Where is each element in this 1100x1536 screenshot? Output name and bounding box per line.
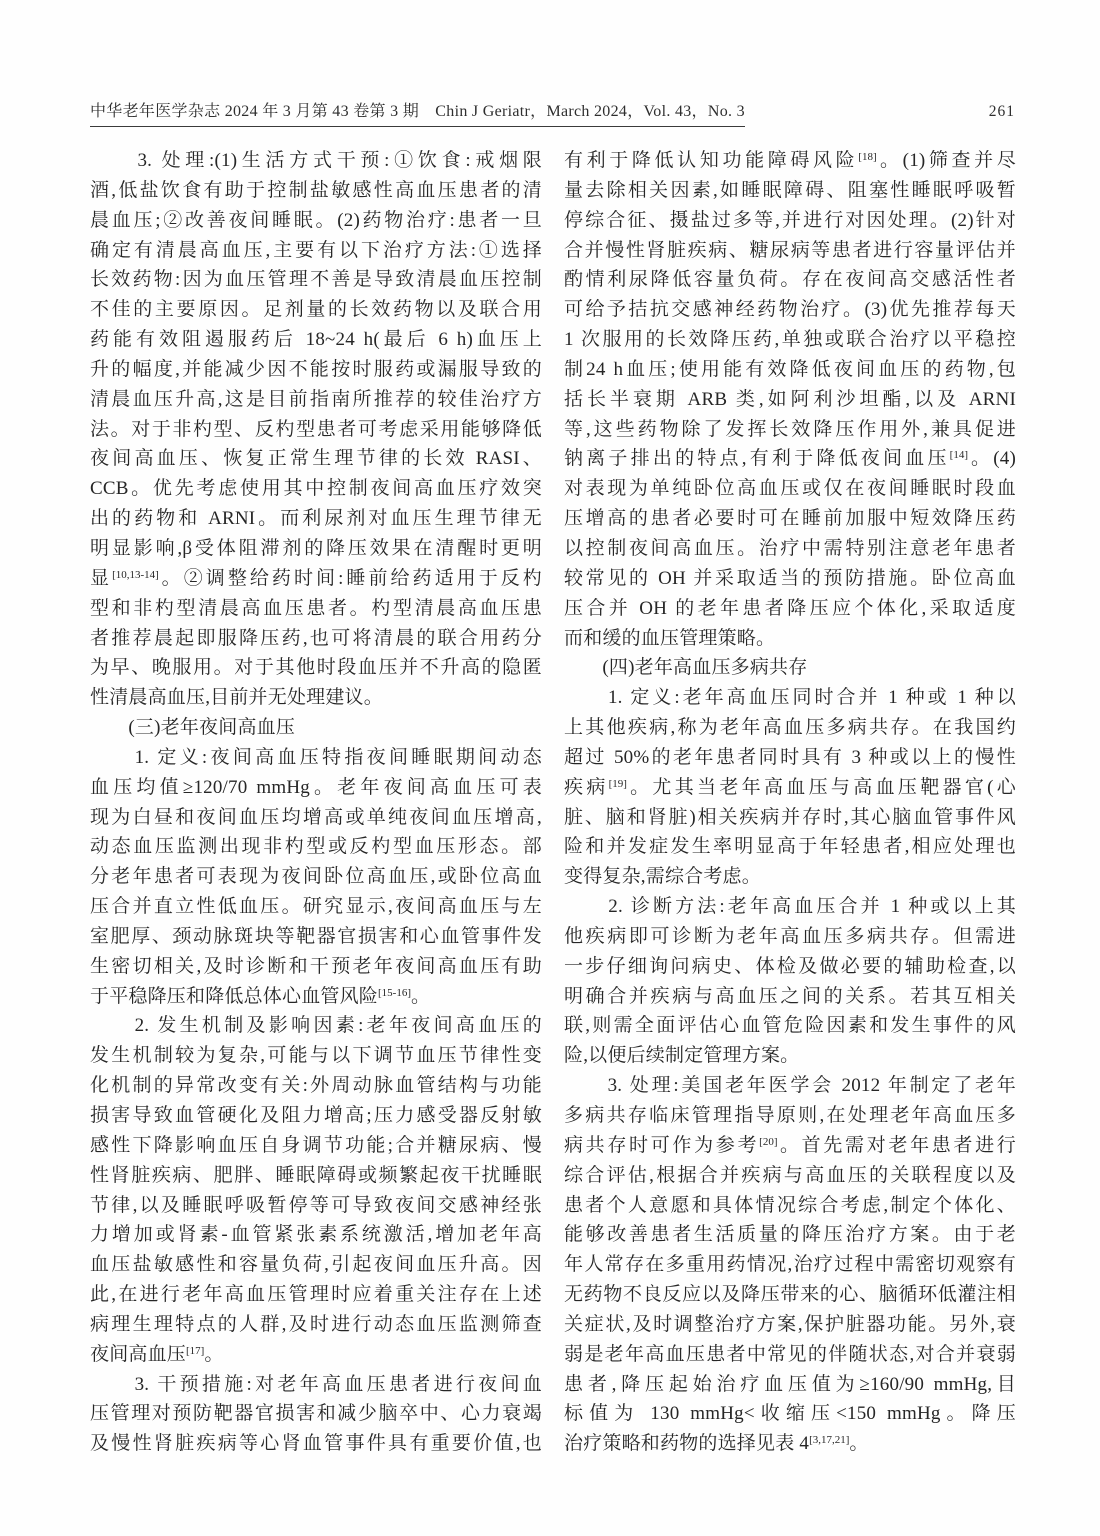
text-line: 以控制夜间高血压。治疗中需特别注意老年患者 [564, 537, 1016, 559]
text-line: 性清晨高血压,目前并无处理建议。 [90, 687, 383, 709]
text-line: 不佳的主要原因。足剂量的长效药物以及联合用 [90, 299, 542, 321]
text-line: 生密切相关,及时诊断和干预老年夜间高血压有助 [90, 955, 542, 977]
text-line: 力增加或肾素-血管紧张素系统激活,增加老年高 [90, 1224, 542, 1246]
text-line: 1. 定义:夜间高血压特指夜间睡眠期间动态 [90, 746, 542, 768]
right-text-column [564, 146, 1016, 1459]
text-line: 脏、脑和肾脏)相关疾病并存时,其心脑血管事件风 [564, 806, 1016, 828]
text-line: 显[10,13-14]。②调整给药时间:睡前给药适用于反杓 [90, 567, 542, 589]
text-line: 化机制的异常改变有关:外周动脉血管结构与功能 [90, 1075, 542, 1097]
text-line: 性肾脏疾病、肥胖、睡眠障碍或频繁起夜干扰睡眠 [90, 1164, 542, 1186]
text-line: 动态血压监测出现非杓型或反杓型血压形态。部 [90, 836, 542, 858]
citation-superscript: [19] [608, 777, 627, 790]
text-line: 压增高的患者必要时可在睡前加服中短效降压药 [564, 508, 1016, 530]
text-line: 关症状,及时调整治疗方案,保护脏器功能。另外,衰 [564, 1313, 1016, 1335]
text-line: (四)老年高血压多病共存 [564, 657, 808, 679]
text-line: 年人常存在多重用药情况,治疗过程中需密切观察有 [564, 1254, 1016, 1276]
text-line: 于平稳降压和降低总体心血管风险[15-16]。 [90, 985, 431, 1007]
text-line: 综合评估,根据合并疾病与高血压的关联程度以及 [564, 1164, 1016, 1186]
text-line: 3. 处理:美国老年医学会 2012 年制定了老年 [564, 1075, 1016, 1097]
text-line: 超过 50%的老年患者同时具有 3 种或以上的慢性 [564, 746, 1016, 768]
text-line: 血压均值≥120/70 mmHg。老年夜间高血压可表 [90, 776, 542, 798]
text-line: 标值为 130 mmHg<收缩压<150 mmHg。降压 [564, 1403, 1016, 1425]
text-line: 晨血压;②改善夜间睡眠。(2)药物治疗:患者一旦 [90, 209, 542, 231]
text-line: 险,以便后续制定管理方案。 [564, 1045, 800, 1067]
journal-header-line: 中华老年医学杂志 2024 年 3 月第 43 卷第 3 期 Chin J Geriatr，March 2024，Vol. 43，No. 3 [90, 98, 745, 127]
text-line: 患者个人意愿和具体情况综合考虑,制定个体化、 [564, 1194, 1016, 1216]
text-line: 发生机制较为复杂,可能与以下调节血压节律性变 [90, 1045, 542, 1067]
text-line: 明确合并疾病与高血压之间的关系。若其互相关 [564, 985, 1016, 1007]
text-line: 括长半衰期 ARB 类,如阿利沙坦酯,以及 ARNI [564, 388, 1016, 410]
text-line: 室肥厚、颈动脉斑块等靶器官损害和心血管事件发 [90, 925, 542, 947]
citation-superscript: [10,13-14] [112, 568, 159, 581]
text-line: 较常见的 OH 并采取适当的预防措施。卧位高血 [564, 567, 1016, 589]
text-line: 感性下降影响血压自身调节功能;合并糖尿病、慢 [90, 1134, 542, 1156]
text-line: 节律,以及睡眠呼吸暂停等可导致夜间交感神经张 [90, 1194, 542, 1216]
text-line: 钠离子排出的特点,有利于降低夜间血压[14]。(4) [564, 448, 1016, 470]
text-line: 联,则需全面评估心血管危险因素和发生事件的风 [564, 1015, 1016, 1037]
text-line: (三)老年夜间高血压 [90, 717, 296, 739]
text-line: 确定有清晨高血压,主要有以下治疗方法:①选择 [90, 239, 542, 261]
page-number: 261 [988, 103, 1015, 120]
text-line: 酒,低盐饮食有助于控制盐敏感性高血压患者的清 [90, 179, 542, 201]
text-line: 2. 发生机制及影响因素:老年夜间高血压的 [90, 1015, 542, 1037]
citation-superscript: [17] [186, 1344, 205, 1357]
text-line: 压合并直立性低血压。研究显示,夜间高血压与左 [90, 896, 542, 918]
text-line: 明显影响,β受体阻滞剂的降压效果在清醒时更明 [90, 537, 542, 559]
text-line: 型和非杓型清晨高血压患者。杓型清晨高血压患 [90, 597, 542, 619]
text-line: 压管理对预防靶器官损害和减少脑卒中、心力衰竭 [90, 1403, 542, 1425]
text-line: 对表现为单纯卧位高血压或仅在夜间睡眠时段血 [564, 478, 1016, 500]
text-line: 此,在进行老年高血压管理时应着重关注存在上述 [90, 1284, 542, 1306]
text-line: 升的幅度,并能减少因不能按时服药或漏服导致的 [90, 358, 542, 380]
text-line: 出的药物和 ARNI。而利尿剂对血压生理节律无 [90, 508, 542, 530]
text-line: 压合并 OH 的老年患者降压应个体化,采取适度 [564, 597, 1016, 619]
text-line: 合并慢性肾脏疾病、糖尿病等患者进行容量评估并 [564, 239, 1016, 261]
text-line: 险和并发症发生率明显高于年轻患者,相应处理也 [564, 836, 1016, 858]
text-line: 量去除相关因素,如睡眠障碍、阻塞性睡眠呼吸暂 [564, 179, 1016, 201]
text-line: 停综合征、摄盐过多等,并进行对因处理。(2)针对 [564, 209, 1016, 231]
text-line: 疾病[19]。尤其当老年高血压与高血压靶器官(心 [564, 776, 1016, 798]
text-line: 1. 定义:老年高血压同时合并 1 种或 1 种以 [564, 687, 1016, 709]
text-line: 2. 诊断方法:老年高血压合并 1 种或以上其 [564, 896, 1016, 918]
text-line: 药能有效阻遏服药后 18~24 h(最后 6 h)血压上 [90, 329, 542, 351]
text-line: 长效药物:因为血压管理不善是导致清晨血压控制 [90, 269, 542, 291]
text-line: 及慢性肾脏疾病等心肾血管事件具有重要价值,也 [90, 1433, 542, 1455]
citation-superscript: [3,17,21] [809, 1434, 850, 1447]
citation-superscript: [20] [759, 1135, 778, 1148]
text-line: 3. 处理:(1)生活方式干预:①饮食:戒烟限 [90, 150, 542, 171]
text-line: 夜间高血压[17]。 [90, 1343, 224, 1365]
text-line: 1 次服用的长效降压药,单独或联合治疗以平稳控 [564, 329, 1016, 351]
text-line: 能够改善患者生活质量的降压治疗方案。由于老 [564, 1224, 1016, 1246]
text-line: 现为白昼和夜间血压均增高或单纯夜间血压增高, [90, 806, 542, 828]
text-line: 患者,降压起始治疗血压值为≥160/90 mmHg,目 [564, 1373, 1016, 1395]
text-line: 法。对于非杓型、反杓型患者可考虑采用能够降低 [90, 418, 542, 440]
text-line: CCB。优先考虑使用其中控制夜间高血压疗效突 [90, 478, 542, 500]
citation-superscript: [18] [858, 151, 877, 163]
text-line: 病共存时可作为参考[20]。首先需对老年患者进行 [564, 1134, 1016, 1156]
text-line: 者推荐晨起即服降压药,也可将清晨的联合用药分 [90, 627, 542, 649]
text-line: 无药物不良反应以及降压带来的心、脑循环低灌注相 [564, 1284, 1016, 1306]
text-line: 变得复杂,需综合考虑。 [564, 866, 761, 888]
text-line: 制24 h血压;使用能有效降低夜间血压的药物,包 [564, 358, 1016, 380]
citation-superscript: [15-16] [378, 986, 412, 999]
text-line: 血压盐敏感性和容量负荷,引起夜间血压升高。因 [90, 1254, 542, 1276]
text-line: 夜间高血压、恢复正常生理节律的长效 RASI、 [90, 448, 542, 470]
text-line: 等,这些药物除了发挥长效降压作用外,兼具促进 [564, 418, 1016, 440]
text-line: 损害导致血管硬化及阻力增高;压力感受器反射敏 [90, 1105, 542, 1126]
text-line: 可给予拮抗交感神经药物治疗。(3)优先推荐每天 [564, 299, 1016, 321]
left-text-column [90, 146, 542, 1459]
citation-superscript: [14] [949, 449, 968, 462]
text-line: 多病共存临床管理指导原则,在处理老年高血压多 [564, 1105, 1016, 1126]
text-line: 他疾病即可诊断为老年高血压多病共存。但需进 [564, 925, 1016, 947]
text-line: 清晨血压升高,这是目前指南所推荐的较佳治疗方 [90, 388, 542, 410]
text-line: 病理生理特点的人群,及时进行动态血压监测筛查 [90, 1313, 542, 1335]
text-line: 而和缓的血压管理策略。 [564, 627, 776, 649]
text-line: 弱是老年高血压患者中常见的伴随状态,对合并衰弱 [564, 1343, 1016, 1365]
text-line: 3. 干预措施:对老年高血压患者进行夜间血 [90, 1373, 542, 1395]
running-header [90, 98, 1015, 127]
text-line: 治疗策略和药物的选择见表 4[3,17,21]。 [564, 1433, 869, 1455]
text-line: 上其他疾病,称为老年高血压多病共存。在我国约 [564, 717, 1016, 739]
text-line: 酌情利尿降低容量负荷。存在夜间高交感活性者 [564, 269, 1016, 291]
text-line: 有利于降低认知功能障碍风险[18]。(1)筛查并尽 [564, 150, 1016, 171]
text-line: 为早、晚服用。对于其他时段血压并不升高的隐匿 [90, 657, 542, 679]
text-line: 一步仔细询问病史、体检及做必要的辅助检查,以 [564, 955, 1016, 977]
text-line: 分老年患者可表现为夜间卧位高血压,或卧位高血 [90, 866, 542, 888]
